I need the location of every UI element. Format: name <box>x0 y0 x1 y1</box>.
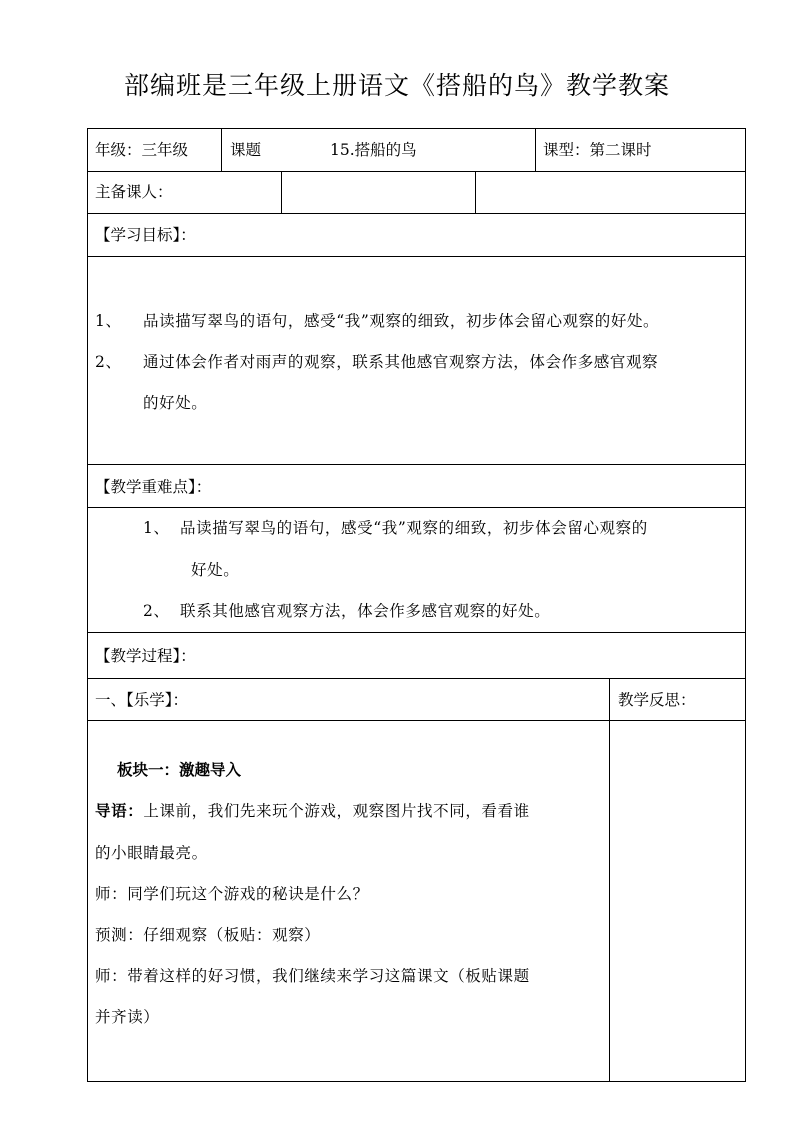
row-divider <box>87 507 746 508</box>
row-divider <box>87 678 746 679</box>
key-point-number: 2、 <box>143 602 170 620</box>
intro-paragraph <box>95 801 530 821</box>
section-title: 一、【乐学】： <box>95 691 189 709</box>
row-divider <box>87 256 746 257</box>
objective-text: 品读描写翠鸟的语句，感受“我”观察的细致，初步体会留心观察的好处。 <box>143 312 660 330</box>
key-point-text: 联系其他感官观察方法，体会作多感官观察的好处。 <box>180 602 551 620</box>
teacher-line-continued: 并齐读） <box>95 1008 160 1026</box>
intro-text: 上课前，我们先来玩个游戏，观察图片找不同，看看谁 <box>143 802 530 820</box>
topic-label: 课题 <box>230 141 262 159</box>
grade-cell: 年级：三年级 <box>95 141 189 159</box>
intro-label: 导语： <box>95 801 144 820</box>
key-point-number: 1、 <box>143 519 170 537</box>
preparer-cell: 主备课人： <box>95 183 173 201</box>
key-point-text: 品读描写翠鸟的语句，感受“我”观察的细致，初步体会留心观察的 <box>180 519 648 537</box>
col-divider <box>221 128 222 171</box>
process-heading: 【教学过程】： <box>95 647 196 665</box>
objectives-heading: 【学习目标】： <box>95 226 196 244</box>
objective-text-continued: 的好处。 <box>143 394 208 412</box>
prediction-line: 预测：仔细观察（板贴：观察） <box>95 926 321 944</box>
col-divider <box>281 171 282 213</box>
objective-text: 通过体会作者对雨声的观察，联系其他感官观察方法，体会作多感官观察 <box>143 353 659 371</box>
key-points-heading: 【教学重难点】： <box>95 478 212 496</box>
row-divider <box>87 464 746 465</box>
row-divider <box>87 213 746 214</box>
page-title: 部编班是三年级上册语文《搭船的鸟》教学教案 <box>123 71 670 100</box>
row-divider <box>87 632 746 633</box>
teacher-line: 师：带着这样的好习惯，我们继续来学习这篇课文（板贴课题 <box>95 967 530 985</box>
col-divider <box>475 171 476 213</box>
objective-number: 2、 <box>95 353 122 371</box>
reflection-label: 教学反思： <box>618 691 696 709</box>
lesson-type-cell: 课型：第二课时 <box>543 141 652 159</box>
row-divider <box>87 171 746 172</box>
row-divider <box>87 720 746 721</box>
key-point-text-continued: 好处。 <box>191 561 240 579</box>
block-title: 板块一：激趣导入 <box>117 760 242 779</box>
col-divider <box>609 678 610 1082</box>
teacher-question: 师：同学们玩这个游戏的秘诀是什么？ <box>95 885 369 903</box>
col-divider <box>535 128 536 171</box>
intro-text-continued: 的小眼睛最亮。 <box>95 844 208 862</box>
objective-number: 1、 <box>95 312 122 330</box>
topic-value: 15.搭船的鸟 <box>330 141 417 159</box>
